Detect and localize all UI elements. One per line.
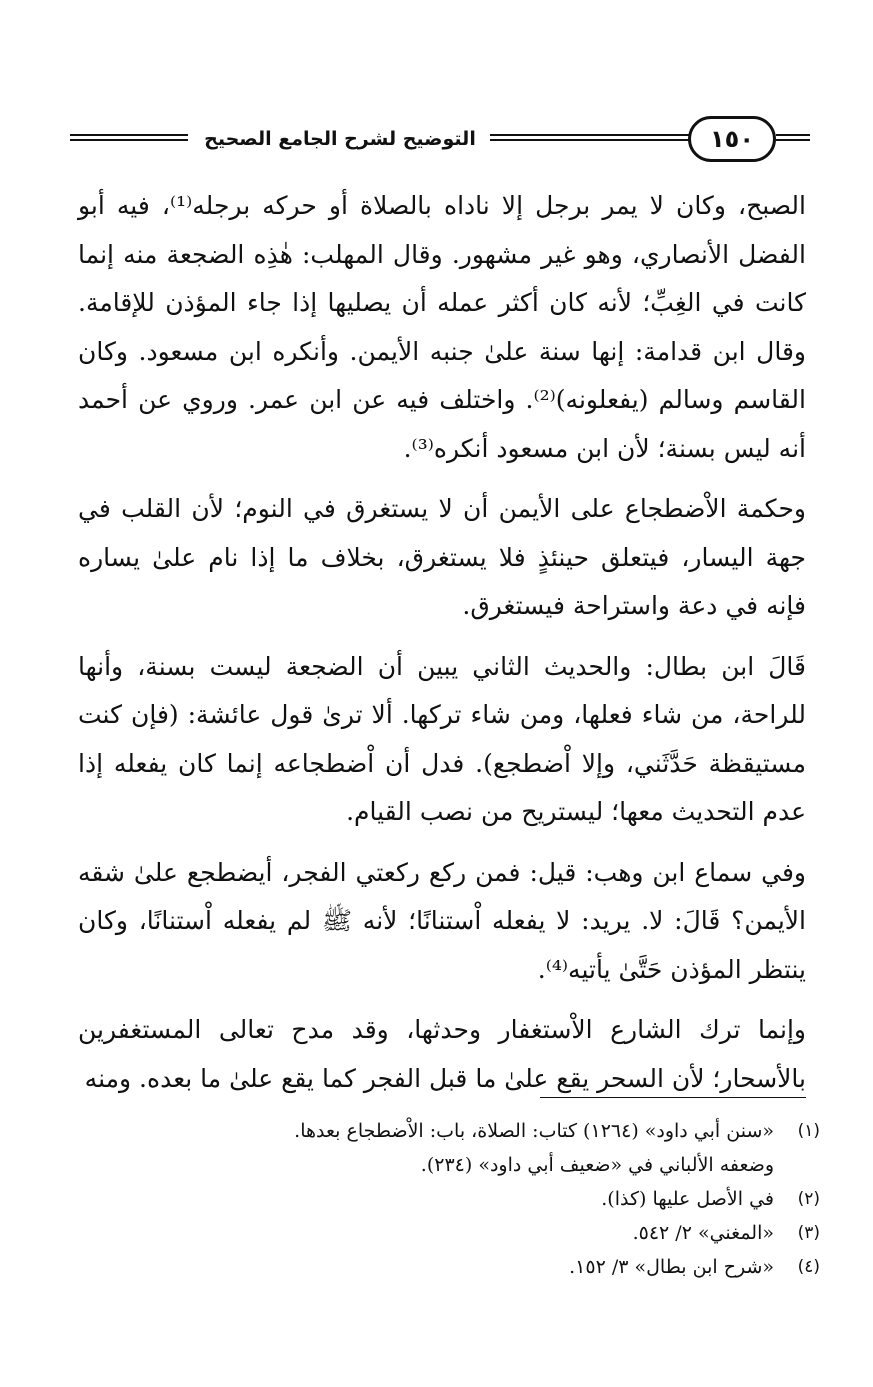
footnote-3 — [120, 1216, 820, 1250]
footnote-1 — [120, 1114, 820, 1148]
footnote-text: «المغني» ٢/ ٥٤٢. — [632, 1222, 774, 1244]
footnote-number: (١) — [797, 1121, 820, 1141]
footnote-number: (٣) — [797, 1223, 820, 1243]
header-rule-right — [490, 134, 690, 141]
page-header — [70, 108, 810, 172]
footnote-number: (٤) — [797, 1257, 820, 1277]
paragraph-1: الصبح، وكان لا يمر برجل إلا ناداه بالصلاة أو حركه برجله⁽¹⁾، فيه أبو الفضل الأنصاري، وهو غير مشهور. وقال المهلب: هٰذِه الضجعة منه إنما كانت في الغِبِّ؛ لأنه كان أكثر عمله أن يصليها إذا جاء المؤذن للإقامة. وقال ابن قدامة: إنها سنة علىٰ جنبه الأيمن. وأنكره ابن مسعود. وكان القاسم وسالم (يفعلونه)⁽²⁾. واختلف فيه عن ابن عمر. وروي عن أحمد أنه ليس بسنة؛ لأن ابن مسعود أنكره⁽³⁾. — [78, 191, 806, 463]
footnote-separator — [540, 1097, 806, 1098]
paragraph-5: وإنما ترك الشارع الاْستغفار وحدثها، وقد مدح تعالى المستغفرين بالأسحار؛ لأن السحر يقع علىٰ ما قبل الفجر كما يقع علىٰ ما بعده. ومنه — [78, 1015, 806, 1093]
footnote-2 — [120, 1182, 820, 1216]
footnote-text: «شرح ابن بطال» ٣/ ١٥٢. — [569, 1256, 774, 1278]
footnote-number: (٢) — [797, 1189, 820, 1209]
paragraph-3: قَالَ ابن بطال: والحديث الثاني يبين أن الضجعة ليست بسنة، وأنها للراحة، من شاء فعلها، ومن شاء تركها. ألا ترىٰ قول عائشة: (فإن كنت مستيقظة حَدَّثَني، وإلا اْضطجع). فدل أن اْضطجاعه إنما كان يفعله إذا عدم التحديث معها؛ ليستريح من نصب القيام. — [78, 651, 806, 826]
page-number: ١٥٠ — [688, 116, 776, 162]
paragraph-2: وحكمة الاْضطجاع على الأيمن أن لا يستغرق في النوم؛ لأن القلب في جهة اليسار، فيتعلق حينئذٍ فلا يستغرق، بخلاف ما إذا نام علىٰ يساره فإنه في دعة واستراحة فيستغرق. — [78, 494, 806, 620]
footnote-1-continuation: وضعفه الألباني في «ضعيف أبي داود» (٢٣٤). — [420, 1154, 774, 1176]
footnote-4 — [120, 1250, 820, 1284]
running-title: التوضيح لشرح الجامع الصحيح — [204, 128, 476, 150]
main-text — [78, 182, 806, 1103]
header-rule-left — [70, 134, 188, 141]
footnote-text: في الأصل عليها (كذا). — [601, 1188, 774, 1210]
footnote-text: «سنن أبي داود» (١٢٦٤) كتاب: الصلاة، باب: الاْضطجاع بعدها. — [294, 1120, 774, 1142]
paragraph-4: وفي سماع ابن وهب: قيل: فمن ركع ركعتي الفجر، أيضطجع علىٰ شقه الأيمن؟ قَالَ: لا. يريد: لا يفعله اْستنانًا؛ لأنه ﷺ لم يفعله اْستنانًا، وكان ينتظر المؤذن حَتَّىٰ يأتيه⁽⁴⁾. — [78, 857, 806, 984]
header-rule-end — [776, 134, 810, 141]
footnotes — [120, 1114, 820, 1284]
